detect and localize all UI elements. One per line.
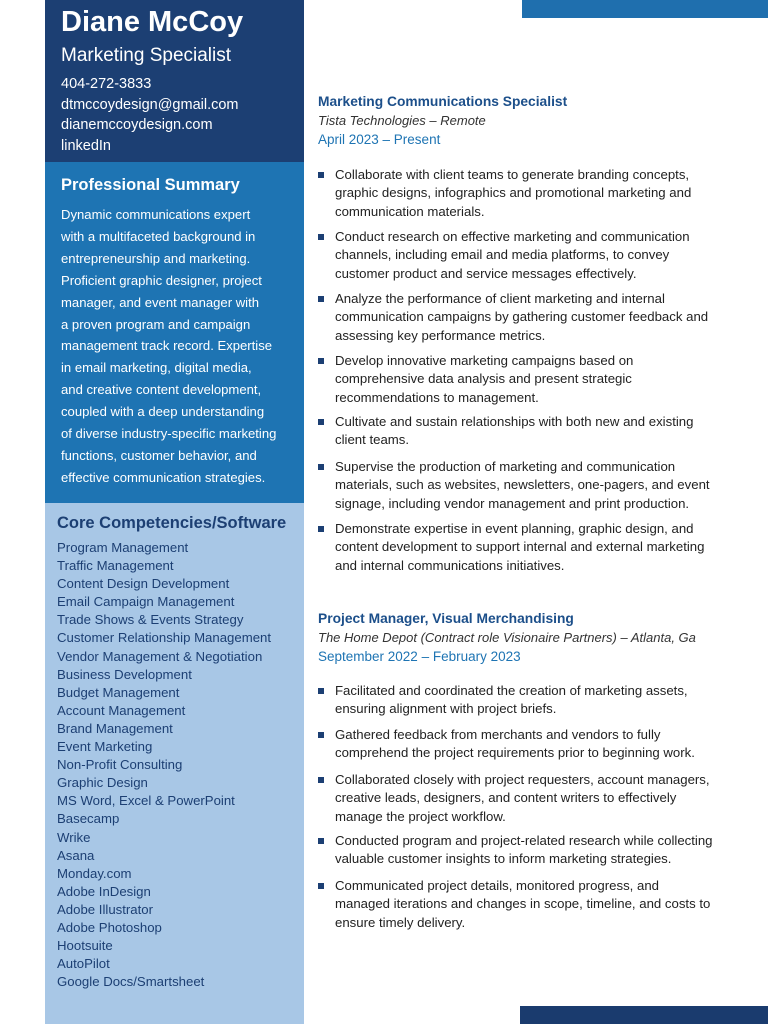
sidebar — [45, 0, 304, 1024]
bullet-text: Gathered feedback from merchants and vendors to fully comprehend the project requirements prior to beginning work. — [335, 727, 695, 761]
skill-item: Event Marketing — [57, 739, 153, 755]
professional-summary — [45, 162, 304, 503]
skills-list — [57, 539, 271, 991]
skill-item: MS Word, Excel & PowerPoint — [57, 793, 235, 809]
skill-item: Adobe InDesign — [57, 883, 151, 899]
bullet-square-icon — [318, 296, 324, 302]
job-company: The Home Depot (Contract role Visionaire Partners) – Atlanta, Ga — [318, 630, 696, 645]
job-title: Marketing Communications Specialist — [318, 94, 568, 109]
skill-item: Non-Profit Consulting — [57, 757, 183, 773]
job-dates: September 2022 – February 2023 — [318, 649, 521, 664]
summary-text: Dynamic communications expert with a multifaceted background in entrepreneurship and marketing. Proficient graphic designer, project manager, and event manager with a proven program and campaign management track record. Expertise in email marketing, digital media, and creative content development, coupled with a deep understanding of diverse industry-specific marketing functions, customer behavior, and effective communication strategies. — [61, 207, 277, 485]
skill-item: Trade Shows & Events Strategy — [57, 612, 244, 628]
bullet-square-icon — [318, 172, 324, 178]
bullet-text: Facilitated and coordinated the creation of marketing assets, ensuring alignment with project briefs. — [335, 683, 688, 717]
bullet-square-icon — [318, 464, 324, 470]
bullet-text: Supervise the production of marketing and communication materials, such as websites, newsletters, one-pagers, and event signage, including vendor management and print production. — [335, 459, 710, 511]
skill-item: Vendor Management & Negotiation — [57, 648, 263, 664]
skill-item: Google Docs/Smartsheet — [57, 974, 205, 990]
bullet-square-icon — [318, 688, 324, 694]
skill-item: Graphic Design — [57, 775, 148, 791]
skill-item: Asana — [57, 847, 95, 863]
bullet-text: Conducted program and project-related research while collecting valuable customer insights to inform marketing strategies. — [335, 833, 713, 867]
skill-item: AutoPilot — [57, 956, 110, 972]
skill-item: Account Management — [57, 702, 186, 718]
bullet-text: Analyze the performance of client marketing and internal communication campaigns by gathering customer feedback and assessing key performance metrics. — [335, 291, 709, 343]
skill-item: Email Campaign Management — [57, 594, 235, 610]
bullet-text: Develop innovative marketing campaigns based on comprehensive data analysis and present strategic recommendations to management. — [335, 353, 634, 405]
skill-item: Adobe Illustrator — [57, 901, 154, 917]
bullet-square-icon — [318, 838, 324, 844]
bullet-text: Collaborate with client teams to generate branding concepts, graphic designs, infographics and promotional marketing and communication materials. — [335, 167, 692, 219]
email-link[interactable]: dtmccoydesign@gmail.com — [61, 96, 239, 113]
bullet-square-icon — [318, 883, 324, 889]
contact-info — [61, 74, 239, 157]
skills-heading: Core Competencies/Software — [57, 514, 287, 532]
skill-item: Adobe Photoshop — [57, 919, 162, 935]
bullet-square-icon — [318, 419, 324, 425]
skill-item: Brand Management — [57, 720, 173, 736]
skill-item: Business Development — [57, 666, 192, 682]
bullet-text: Cultivate and sustain relationships with both new and existing client teams. — [335, 414, 694, 448]
candidate-name: Diane McCoy — [61, 6, 244, 38]
candidate-role: Marketing Specialist — [61, 45, 232, 66]
job-entry — [318, 93, 738, 149]
bullet-text: Conduct research on effective marketing and communication channels, including email and media platforms, to convey customer product and service messages effectively. — [335, 229, 690, 281]
core-competencies — [45, 503, 304, 1024]
skill-item: Monday.com — [57, 865, 132, 881]
contact-header — [45, 0, 304, 162]
skill-item: Customer Relationship Management — [57, 630, 272, 646]
job-entry — [318, 610, 738, 666]
skill-item: Wrike — [57, 829, 91, 845]
bullet-text: Demonstrate expertise in event planning, graphic design, and content development to support internal and external marketing and internal communications initiatives. — [335, 521, 705, 573]
bullet-text: Collaborated closely with project requesters, account managers, creative leads, designers, and content writers to effectively manage the project workflow. — [335, 772, 710, 824]
bottom-accent-bar — [520, 1006, 768, 1024]
linkedin-link[interactable]: linkedIn — [61, 138, 111, 155]
skill-item: Program Management — [57, 540, 189, 555]
bullet-square-icon — [318, 358, 324, 364]
job-company: Tista Technologies – Remote — [318, 113, 486, 128]
bullet-square-icon — [318, 234, 324, 240]
skill-item: Content Design Development — [57, 576, 230, 592]
skill-item: Budget Management — [57, 684, 180, 700]
skill-item: Traffic Management — [57, 558, 174, 574]
job-dates: April 2023 – Present — [318, 132, 441, 147]
website-link[interactable]: dianemccoydesign.com — [61, 117, 213, 134]
skill-item: Hootsuite — [57, 938, 113, 954]
bullet-text: Communicated project details, monitored progress, and managed iterations and changes in scope, timeline, and costs to ensure timely delivery. — [335, 878, 711, 930]
summary-heading: Professional Summary — [61, 176, 240, 194]
job-title: Project Manager, Visual Merchandising — [318, 611, 574, 626]
top-accent-bar — [522, 0, 768, 18]
skill-item: Basecamp — [57, 811, 120, 827]
bullet-square-icon — [318, 526, 324, 532]
bullet-square-icon — [318, 732, 324, 738]
phone-number: 404-272-3833 — [61, 76, 152, 92]
bullet-square-icon — [318, 777, 324, 783]
